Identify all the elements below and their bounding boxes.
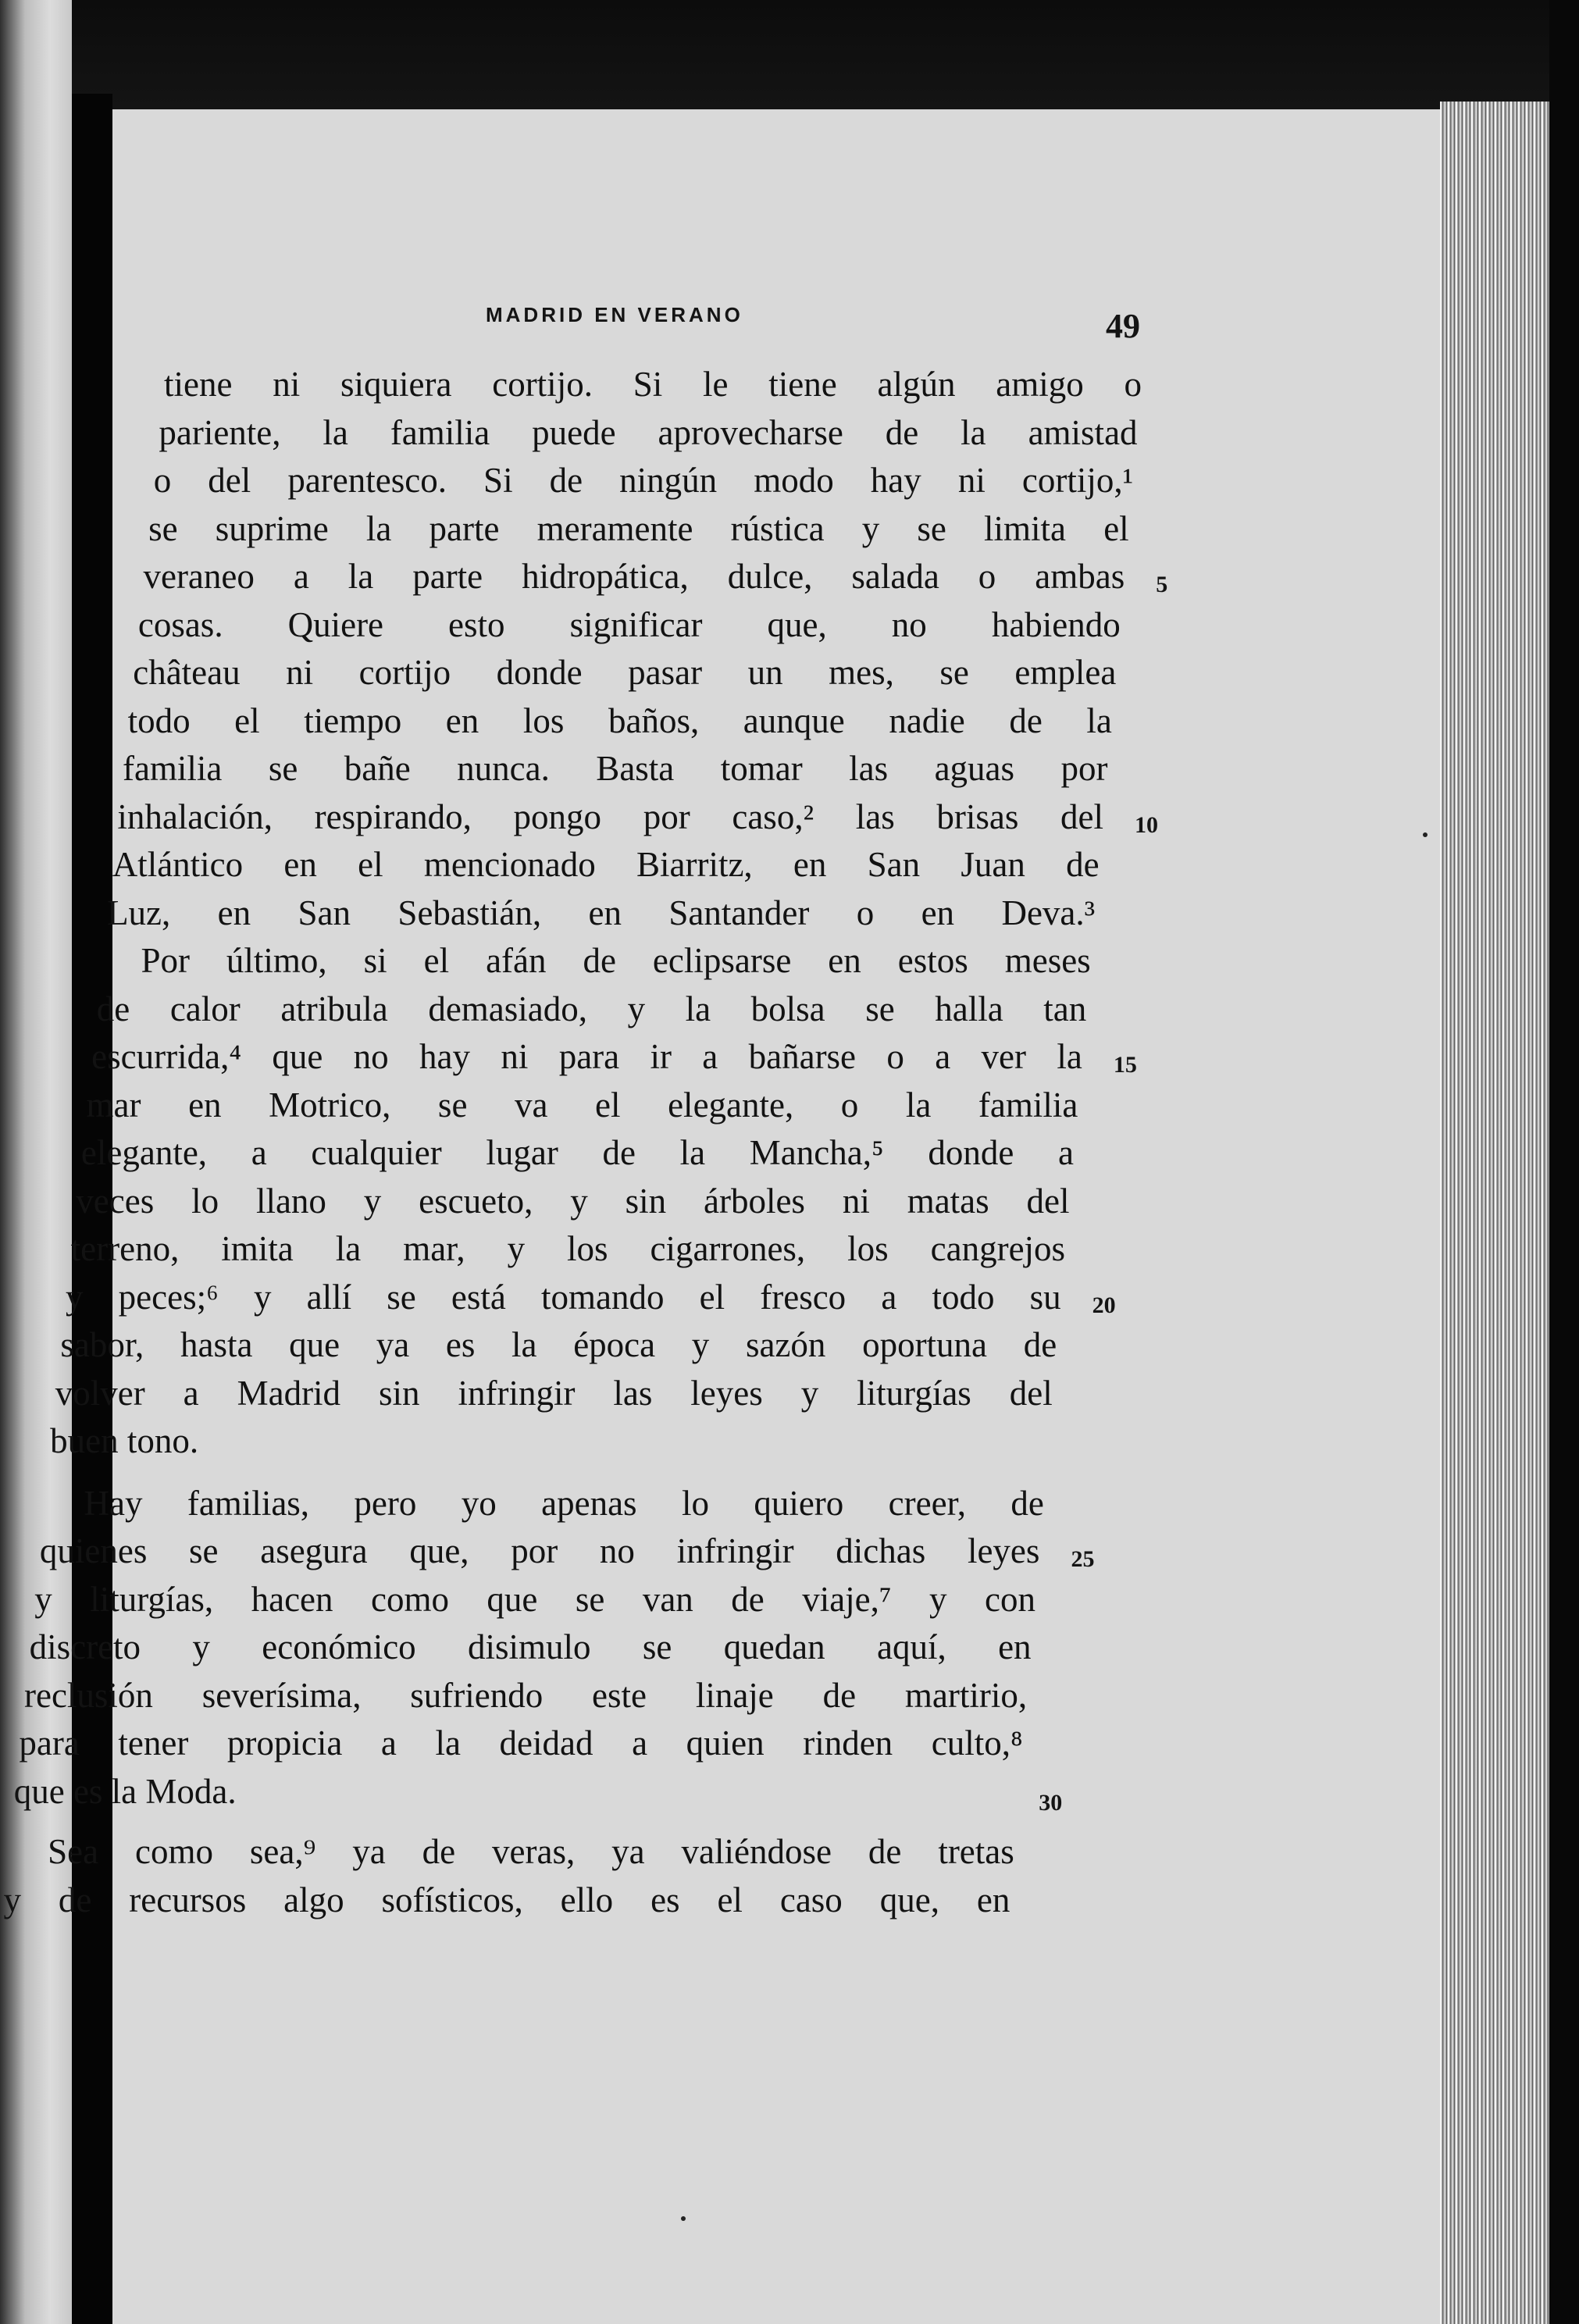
text-line: Hay familias, pero yo apenas lo quiero creer, de	[84, 1483, 1044, 1523]
text-line: veraneo a la parte hidropática, dulce, salada o ambas	[143, 557, 1125, 596]
text-line: tiene ni siquiera cortijo. Si le tiene algún amigo o	[164, 365, 1142, 404]
text-line: mar en Motrico, se va el elegante, o la familia	[86, 1085, 1078, 1125]
text-line: Luz, en San Sebastián, en Santander o en Deva.³	[107, 893, 1096, 932]
stray-mark	[681, 2216, 686, 2221]
scan-background-top	[0, 0, 1579, 109]
text-line: de calor atribula demasiado, y la bolsa se halla tan	[96, 989, 1087, 1028]
page-edges	[1440, 102, 1549, 2324]
text-line: y de recursos algo sofísticos, ello es el caso que, en	[3, 1880, 1010, 1919]
text-line: Atlántico en el mencionado Biarritz, en San Juan de	[112, 845, 1100, 884]
text-line: y peces;⁶ y allí se está tomando el fresco a todo su	[66, 1277, 1061, 1317]
text-line: y liturgías, hacen como que se van de viaje,⁷ y con	[34, 1579, 1035, 1619]
text-line: buen tono.	[50, 1421, 199, 1460]
text-line: escurrida,⁴ que no hay ni para ir a bañarse o a ver la	[91, 1037, 1082, 1076]
text-line: pariente, la familia puede aprovecharse de la amistad	[159, 412, 1138, 452]
text-line: veces lo llano y escueto, y sin árboles ni matas del	[76, 1181, 1070, 1221]
line-number: 25	[1071, 1546, 1095, 1572]
text-line: cosas. Quiere esto significar que, no habiendo	[137, 604, 1121, 644]
text-line: château ni cortijo donde pasar un mes, se emplea	[133, 653, 1117, 692]
text-line: para tener propicia a la deidad a quien rinden culto,⁸	[19, 1723, 1023, 1763]
line-number: 5	[1156, 572, 1168, 597]
line-number: 15	[1113, 1052, 1137, 1078]
stray-mark	[1423, 832, 1428, 837]
text-line: reclusión severísima, sufriendo este linaje de martirio,	[23, 1675, 1028, 1715]
text-line: o del parentesco. Si de ningún modo hay ni cortijo,¹	[153, 461, 1134, 500]
text-line: elegante, a cualquier lugar de la Mancha,⁵ donde a	[80, 1133, 1074, 1172]
text-line: discreto y económico disimulo se quedan aquí, en	[29, 1627, 1032, 1666]
text-line: quienes se asegura que, por no infringir dichas leyes	[39, 1531, 1040, 1570]
line-number: 20	[1092, 1292, 1116, 1318]
line-number: 30	[1039, 1789, 1063, 1816]
text-line: Sea como sea,⁹ ya de veras, ya valiéndose de tretas	[48, 1832, 1014, 1871]
page-number: 49	[1106, 307, 1140, 345]
text-line: terreno, imita la mar, y los cigarrones, los cangrejos	[70, 1229, 1066, 1268]
text-line: inhalación, respirando, pongo por caso,² las brisas del	[117, 797, 1104, 836]
running-head: MADRID EN VERANO	[486, 303, 743, 326]
text-line: que es la Moda.	[13, 1771, 237, 1811]
text-line: familia se bañe nunca. Basta tomar las aguas por	[122, 749, 1108, 788]
text-line: todo el tiempo en los baños, aunque nadie de la	[127, 700, 1112, 740]
line-number: 10	[1135, 811, 1159, 838]
facing-page-edge	[0, 0, 72, 2324]
text-line: volver a Madrid sin infringir las leyes y liturgías del	[55, 1373, 1053, 1413]
text-line: se suprime la parte meramente rústica y se limita el	[148, 508, 1129, 548]
text-line: sabor, hasta que ya es la época y sazón oportuna de	[60, 1325, 1057, 1364]
scan-background-right	[1549, 0, 1579, 2324]
text-line: Por último, si el afán de eclipsarse en estos meses	[141, 941, 1091, 980]
